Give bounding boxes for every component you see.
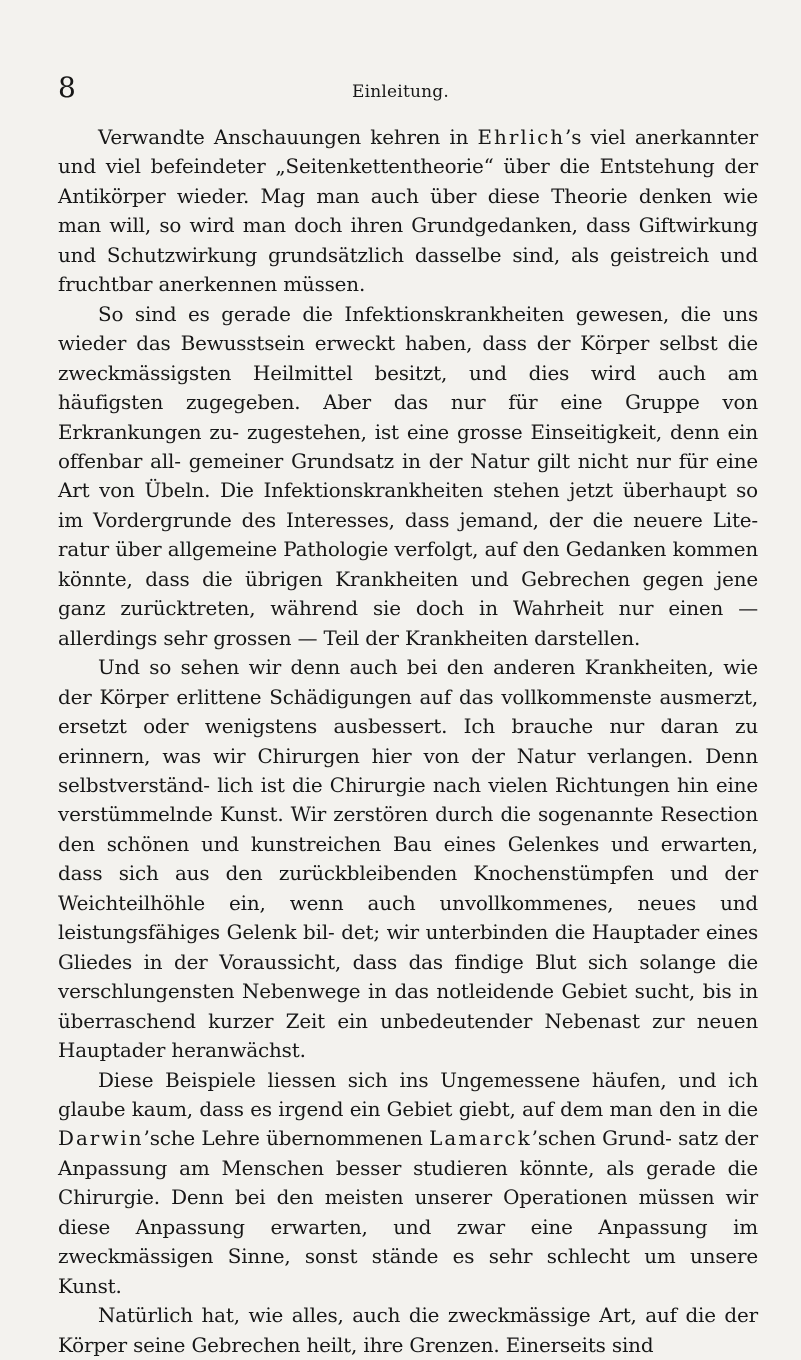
paragraph-lead: Verwandte Anschauungen kehren in bbox=[98, 126, 478, 149]
paragraph-lead: Diese Beispiele liessen sich ins Ungemessene häufen, und ich glaube kaum, dass es irgend ein Gebiet giebt, auf dem man den in die bbox=[58, 1068, 758, 1121]
name-lamarck: Lamarck bbox=[429, 1127, 532, 1151]
running-head: Einleitung. bbox=[352, 82, 449, 102]
paragraph-anpassung bbox=[58, 1066, 758, 1302]
paragraph-mid: ’sche Lehre übernommenen bbox=[143, 1127, 430, 1151]
page-number: 8 bbox=[58, 71, 76, 104]
paragraph-tail: ’s viel anerkannter und viel befeindeter „Seitenkettentheorie“ über die Entstehung der Antikörper wieder. Mag man auch über diese Theorie denken wie man will, so wird man doch ihren Grundgedanken, dass Giftwirkung und Schutzwirkung grundsätzlich dasselbe sind, als geistreich und fruchtbar anerkennen müssen. bbox=[58, 126, 759, 297]
name-darwin: Darwin bbox=[58, 1127, 144, 1151]
paragraph-ehrlich bbox=[58, 123, 758, 300]
body-text bbox=[58, 123, 758, 1360]
paragraph-grenzen: Natürlich hat, wie alles, auch die zweckmässige Art, auf die der Körper seine Gebrechen heilt, ihre Grenzen. Einerseits sind bbox=[58, 1304, 758, 1357]
paragraph-infektionskrankheiten: So sind es gerade die Infektionskrankheiten gewesen, die uns wieder das Bewusstsein erweckt haben, dass der Körper selbst die zweckmässigsten Heilmittel besitzt, und dies wird auch am häufigsten zugegeben. Aber das nur für eine Gruppe von Erkrankungen zu- zugestehen, ist eine grosse Einseitigkeit, denn ein offenbar all- gemeiner Grundsatz in der Natur gilt nicht nur für eine Art von Übeln. Die Infektionskrankheiten stehen jetzt überhaupt so im Vordergrunde des Interesses, dass jemand, der die neuere Lite- ratur über allgemeine Pathologie verfolgt, auf den Gedanken kommen könnte, dass die übrigen Krankheiten und Gebrechen gegen jene ganz zurücktreten, während sie doch in Wahrheit nur einen — allerdings sehr grossen — Teil der Krankheiten darstellen. bbox=[58, 302, 758, 650]
paragraph-tail: ’schen Grund- satz der Anpassung am Menschen besser studieren könnte, als gerade die Chirurgie. Denn bei den meisten unserer Operationen müssen wir diese Anpassung erwarten, und zwar eine Anpassung im zweckmässigen Sinne, sonst stände es sehr schlecht um unsere Kunst. bbox=[58, 1127, 758, 1298]
paragraph-chirurgie: Und so sehen wir denn auch bei den anderen Krankheiten, wie der Körper erlittene Schädigungen auf das vollkommenste ausmerzt, ersetzt oder wenigstens ausbessert. Ich brauche nur daran zu erinnern, was wir Chirurgen hier von der Natur verlangen. Denn selbstverständ- lich ist die Chirurgie nach vielen Richtungen hin eine verstümmelnde Kunst. Wir zerstören durch die sogenannte Resection den schönen und kunstreichen Bau eines Gelenkes und erwarten, dass sich aus den zurückbleibenden Knochenstümpfen und der Weichteilhöhle ein, wenn auch unvollkommenes, neues und leistungsfähiges Gelenk bil- det; wir unterbinden die Hauptader eines Gliedes in der Voraussicht, dass das findige Blut sich solange die verschlungensten Nebenwege in das notleidende Gebiet sucht, bis in überraschend kurzer Zeit ein unbedeutender Nebenast zur neuen Hauptader heranwächst. bbox=[58, 656, 758, 1063]
name-ehrlich: Ehrlich bbox=[477, 126, 566, 149]
